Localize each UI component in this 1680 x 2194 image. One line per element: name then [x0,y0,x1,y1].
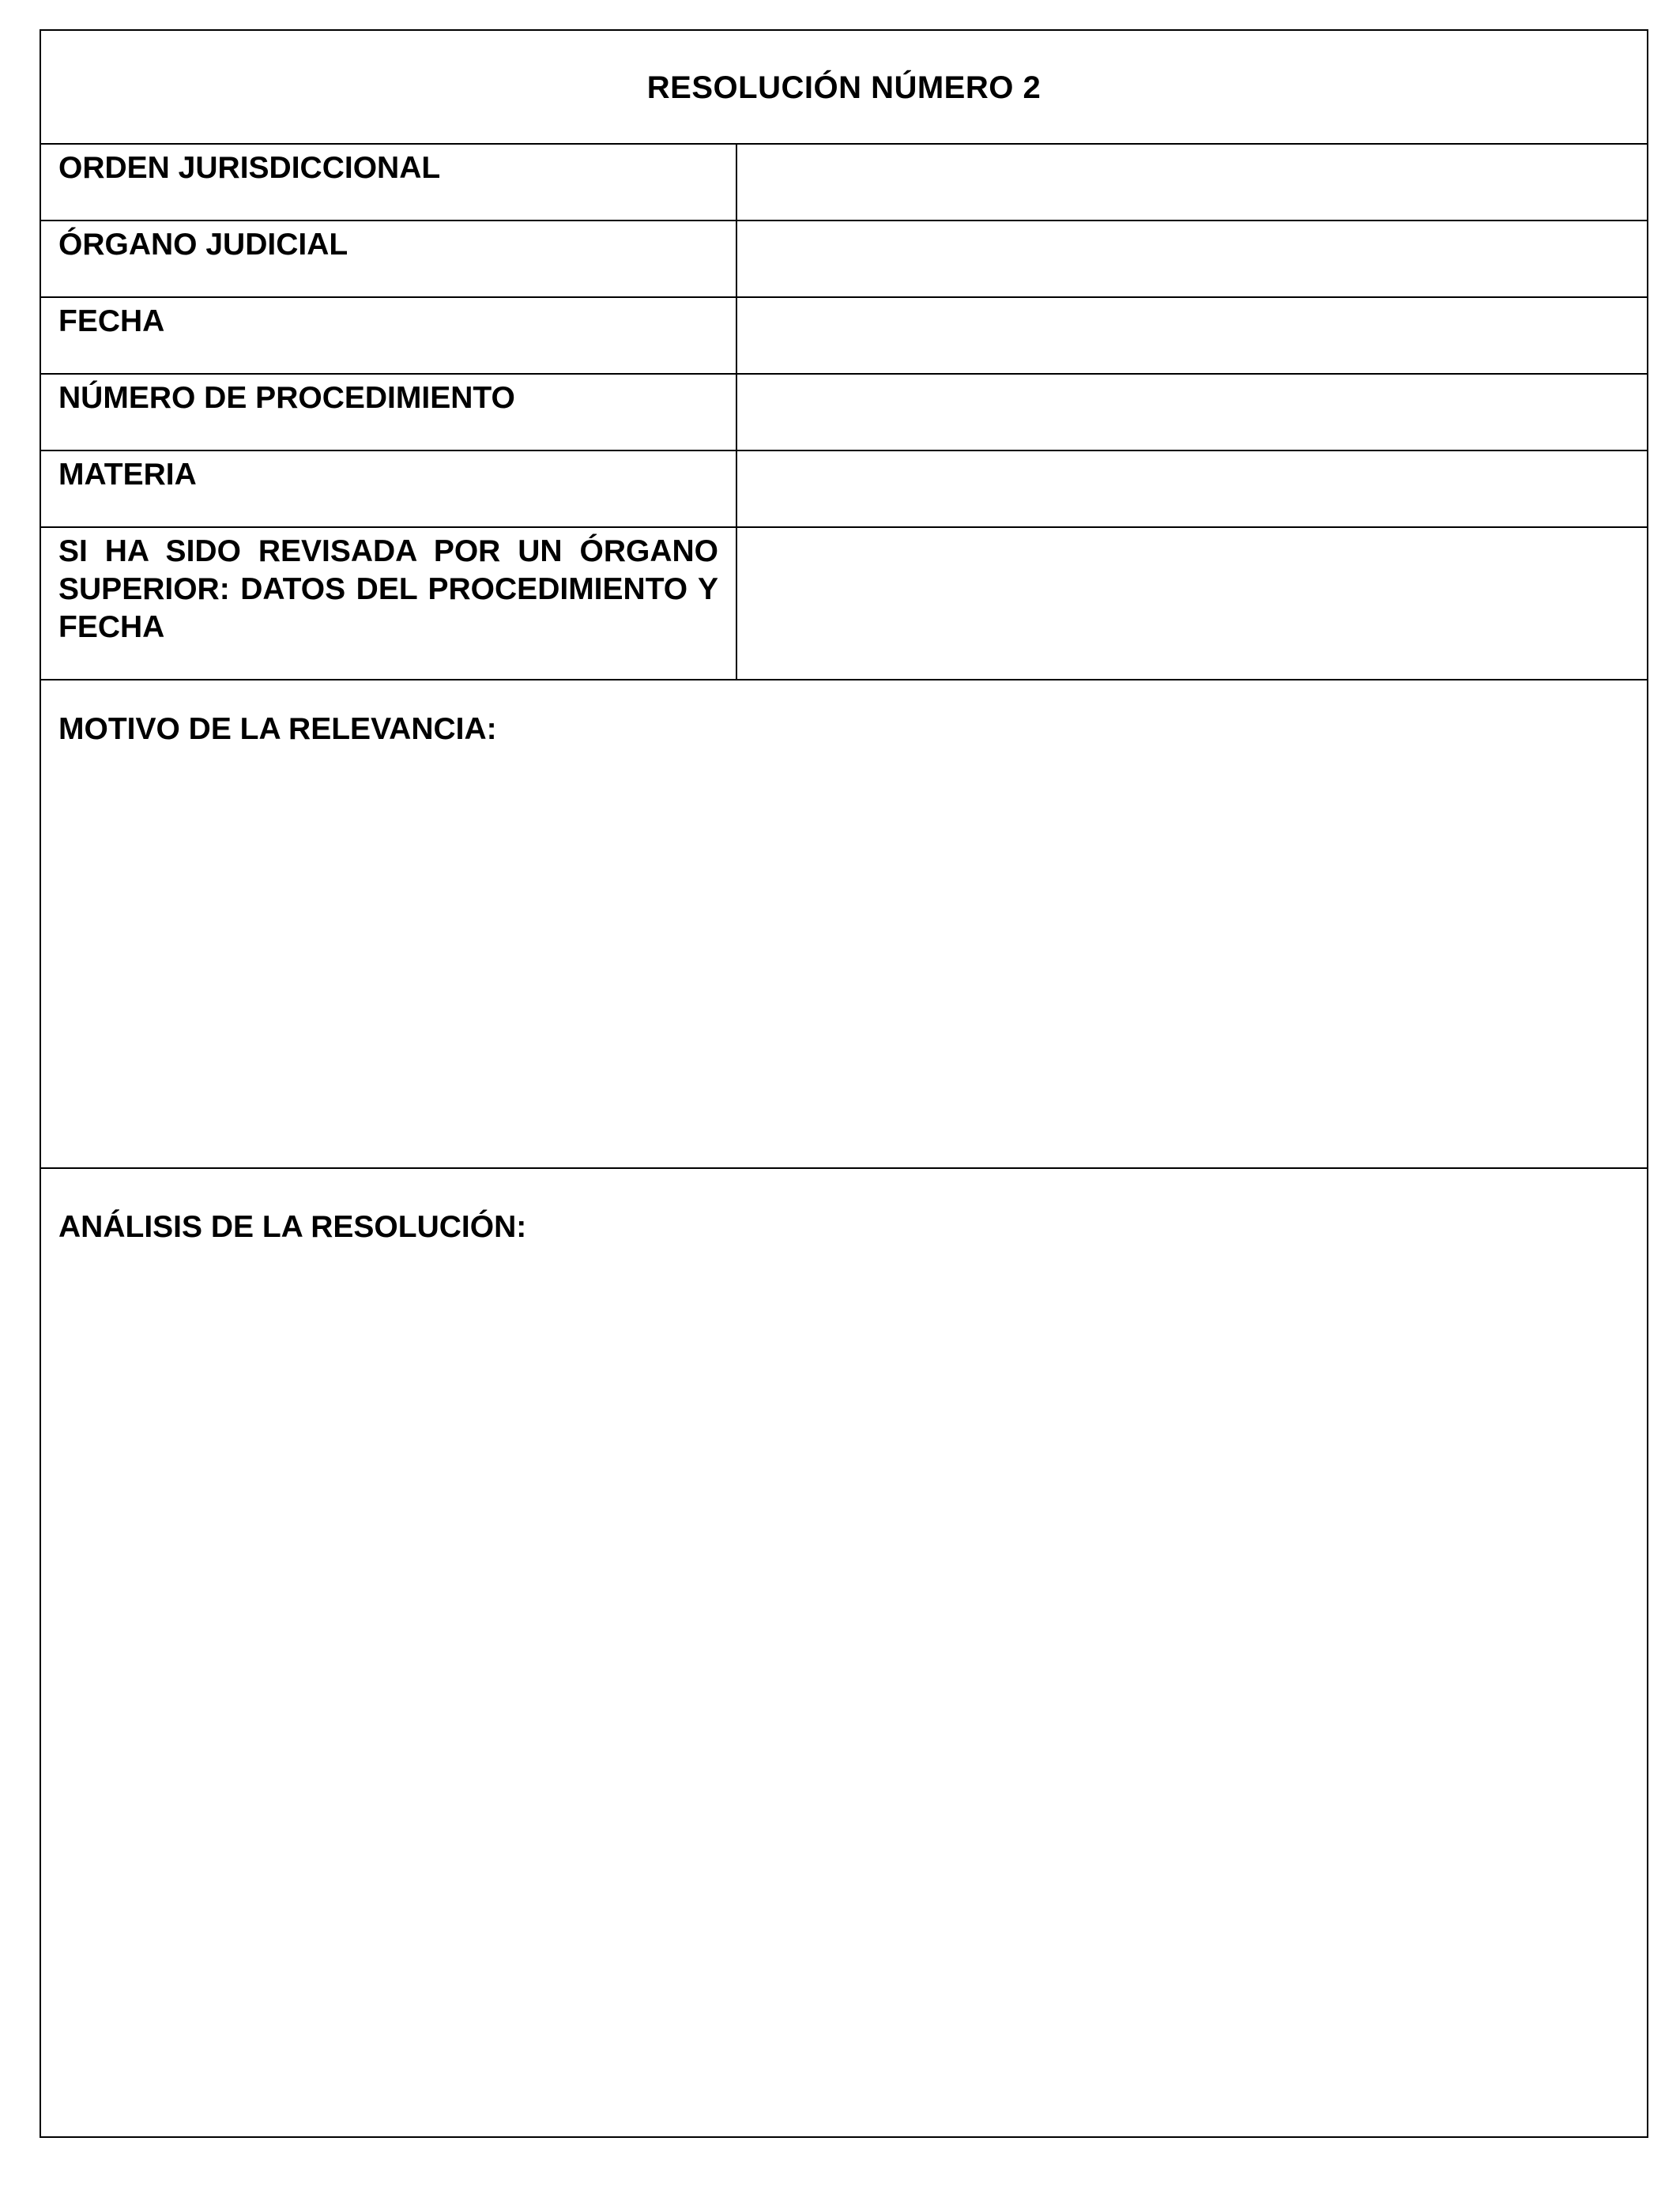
field-row-revision-organo-superior [41,528,1647,680]
section-label-analisis-resolucion: ANÁLISIS DE LA RESOLUCIÓN: [58,1210,527,1244]
field-label-orden-jurisdiccional: ORDEN JURISDICCIONAL [58,151,441,185]
field-label-fecha: FECHA [58,304,165,338]
section-motivo-relevancia[interactable] [41,680,1647,1169]
field-label-cell [41,145,737,220]
field-value-fecha[interactable] [737,298,1647,373]
field-label-cell [41,221,737,296]
field-value-organo-judicial[interactable] [737,221,1647,296]
field-value-numero-procedimiento[interactable] [737,375,1647,450]
field-label-cell [41,298,737,373]
field-label-revision-organo-superior: SI HA SIDO REVISADA POR UN ÓRGANO SUPERIOR: DATOS DEL PROCEDIMIENTO Y FECHA [58,534,718,644]
field-row-organo-judicial [41,221,1647,298]
field-label-cell [41,451,737,526]
field-label-cell [41,528,737,679]
field-row-orden-jurisdiccional [41,145,1647,221]
resolution-form [40,29,1648,2138]
field-value-revision-organo-superior[interactable] [737,528,1647,679]
field-value-orden-jurisdiccional[interactable] [737,145,1647,220]
field-label-organo-judicial: ÓRGANO JUDICIAL [58,228,348,262]
form-title: RESOLUCIÓN NÚMERO 2 [646,70,1042,105]
field-value-materia[interactable] [737,451,1647,526]
field-row-numero-procedimiento [41,375,1647,451]
section-label-motivo-relevancia: MOTIVO DE LA RELEVANCIA: [58,712,497,746]
field-label-materia: MATERIA [58,458,197,492]
field-row-fecha [41,298,1647,375]
field-row-materia [41,451,1647,528]
form-title-row [41,31,1647,145]
field-label-numero-procedimiento: NÚMERO DE PROCEDIMIENTO [58,381,515,415]
field-label-cell [41,375,737,450]
section-analisis-resolucion[interactable] [41,1169,1647,2136]
